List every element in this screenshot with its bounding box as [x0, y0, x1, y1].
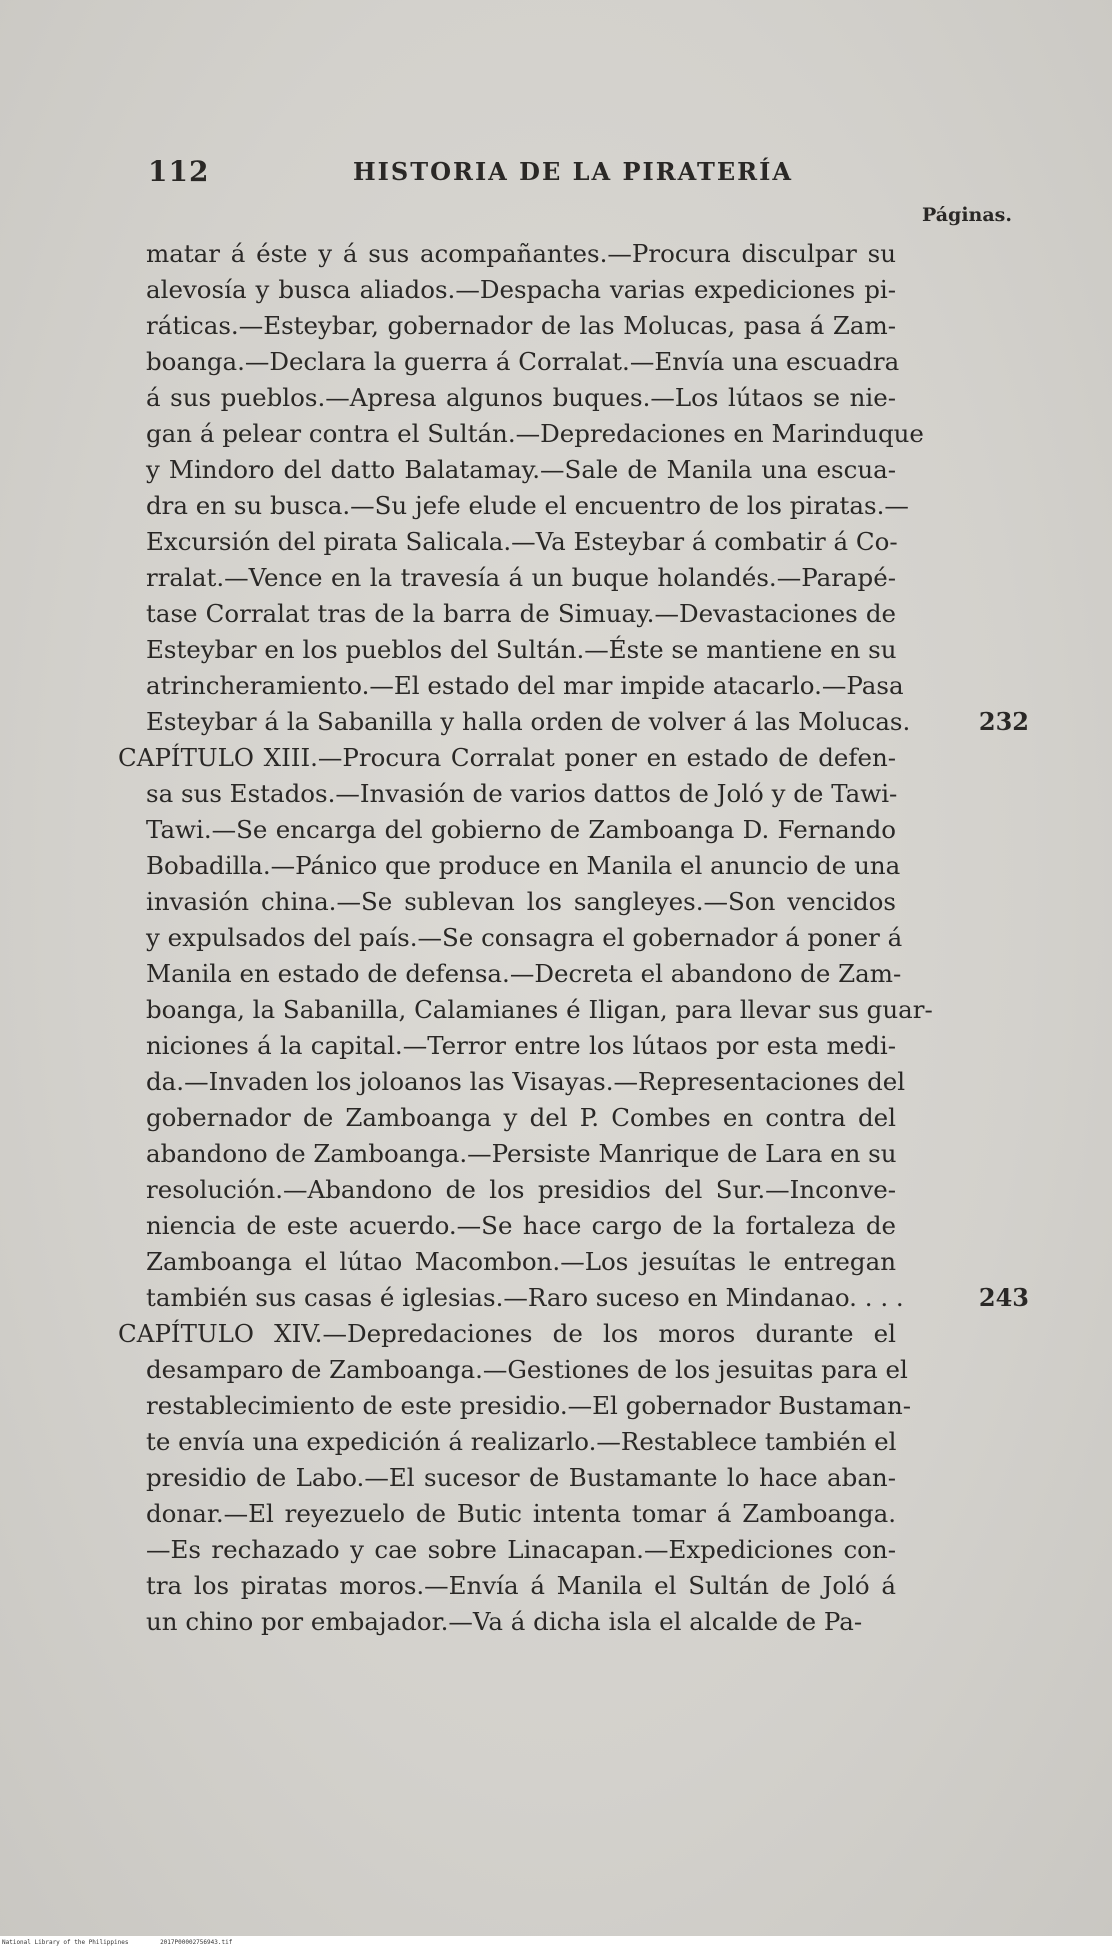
toc-page-number: 232: [978, 707, 1029, 736]
toc-line: Manila en estado de defensa.—Decreta el abandono de Zam-: [146, 959, 902, 988]
toc-line: Excursión del pirata Salicala.—Va Esteybar á combatir á Co-: [146, 527, 898, 556]
toc-line: gan á pelear contra el Sultán.—Depredaciones en Marinduque: [146, 419, 924, 448]
toc-line: Bobadilla.—Pánico que produce en Manila el anuncio de una: [146, 851, 901, 880]
toc-line: atrincheramiento.—El estado del mar impide atacarlo.—Pasa: [146, 671, 904, 700]
file-id: 2017P00002756943.tif: [160, 1939, 233, 1946]
toc-line: también sus casas é iglesias.—Raro suceso en Mindanao. . . . 243: [146, 1280, 896, 1316]
running-title: HISTORIA DE LA PIRATERÍA: [353, 157, 793, 186]
scan-footer: [0, 1936, 1112, 1950]
toc-line: Esteybar á la Sabanilla y halla orden de volver á las Molucas. 232: [146, 704, 896, 740]
toc-line: restablecimiento de este presidio.—El gobernador Bustaman-: [146, 1391, 912, 1420]
toc-line: donar.—El reyezuelo de Butic intenta tomar á Zamboanga.: [146, 1499, 896, 1528]
toc-line: Esteybar en los pueblos del Sultán.—Éste se mantiene en su: [146, 635, 897, 664]
toc-line: te envía una expedición á realizarlo.—Restablece también el: [146, 1427, 897, 1456]
library-credit: National Library of the Philippines: [2, 1939, 129, 1946]
toc-line: boanga.—Declara la guerra á Corralat.—Envía una escuadra: [146, 347, 900, 376]
toc-line: desamparo de Zamboanga.—Gestiones de los jesuitas para el: [146, 1355, 908, 1384]
toc-line: tase Corralat tras de la barra de Simuay.—Devastaciones de: [146, 599, 896, 628]
toc-line: matar á éste y á sus acompañantes.—Procura disculpar su: [146, 239, 896, 268]
toc-entry: [118, 1316, 912, 1640]
page-header: [148, 155, 998, 195]
toc-line: da.—Invaden los joloanos las Visayas.—Representaciones del: [146, 1067, 906, 1096]
toc-line: niciones á la capital.—Terror entre los lútaos por esta medi-: [146, 1031, 896, 1060]
toc-line: y Mindoro del datto Balatamay.—Sale de Manila una escua-: [146, 455, 896, 484]
toc-line: y expulsados del país.—Se consagra el gobernador á poner á: [146, 923, 903, 952]
toc-line: alevosía y busca aliados.—Despacha varias expediciones pi-: [146, 275, 896, 304]
toc-line: tra los piratas moros.—Envía á Manila el Sultán de Joló á: [146, 1571, 896, 1600]
paginas-column-label: Páginas.: [921, 204, 1012, 226]
toc-line: dra en su busca.—Su jefe elude el encuentro de los piratas.—: [146, 491, 909, 520]
toc-entry: [118, 740, 1029, 1316]
toc-page-number: 243: [978, 1283, 1029, 1312]
toc-line: niencia de este acuerdo.—Se hace cargo de la fortaleza de: [146, 1211, 896, 1240]
toc-line: invasión china.—Se sublevan los sangleyes.—Son vencidos: [146, 887, 896, 916]
toc-line: Zamboanga el lútao Macombon.—Los jesuítas le entregan: [146, 1247, 896, 1276]
toc-line: —Es rechazado y cae sobre Linacapan.—Expediciones con-: [146, 1535, 896, 1564]
toc-line: sa sus Estados.—Invasión de varios dattos de Joló y de Tawi-: [146, 779, 898, 808]
toc-line: gobernador de Zamboanga y del P. Combes en contra del: [146, 1103, 896, 1132]
table-of-contents: [118, 236, 1029, 1640]
toc-line: rralat.—Vence en la travesía á un buque holandés.—Parapé-: [146, 563, 896, 592]
toc-line: á sus pueblos.—Apresa algunos buques.—Los lútaos se nie-: [146, 383, 896, 412]
toc-line: resolución.—Abandono de los presidios del Sur.—Inconve-: [146, 1175, 896, 1204]
toc-line: CAPÍTULO XIII.—Procura Corralat poner en estado de defen-: [118, 743, 896, 772]
toc-line: un chino por embajador.—Va á dicha isla el alcalde de Pa-: [146, 1607, 863, 1636]
toc-line: Tawi.—Se encarga del gobierno de Zamboanga D. Fernando: [146, 815, 896, 844]
toc-line: ráticas.—Esteybar, gobernador de las Molucas, pasa á Zam-: [146, 311, 896, 340]
toc-line: boanga, la Sabanilla, Calamianes é Iligan, para llevar sus guar-: [146, 995, 933, 1024]
page-number: 112: [148, 155, 210, 188]
toc-line: CAPÍTULO XIV.—Depredaciones de los moros durante el: [118, 1319, 896, 1348]
toc-entry: [146, 236, 1029, 740]
toc-line: abandono de Zamboanga.—Persiste Manrique de Lara en su: [146, 1139, 897, 1168]
toc-line: presidio de Labo.—El sucesor de Bustamante lo hace aban-: [146, 1463, 896, 1492]
